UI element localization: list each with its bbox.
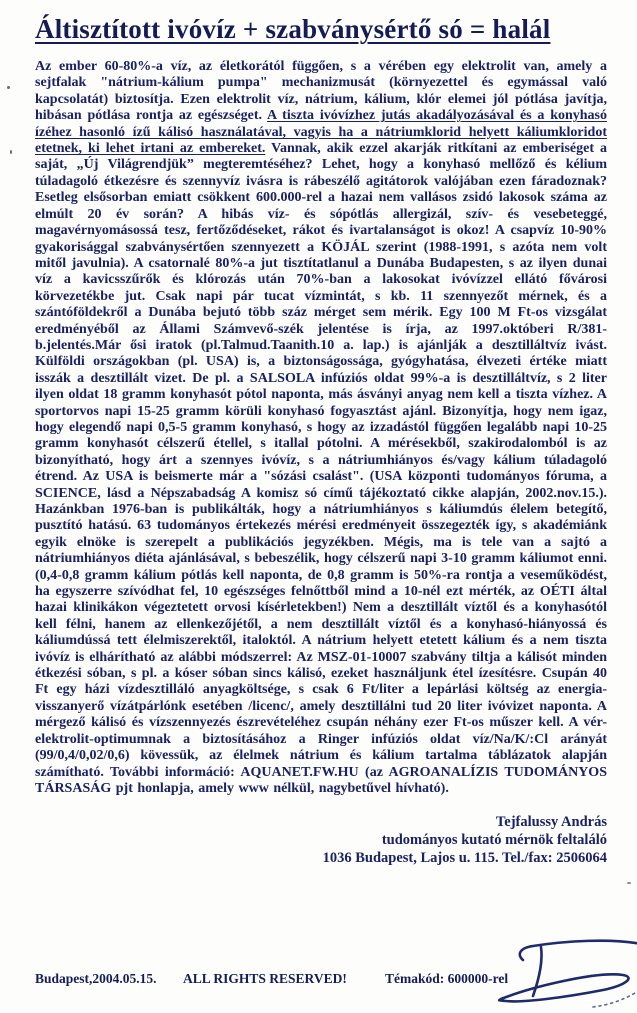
signature-block xyxy=(35,813,607,867)
author-address: 1036 Budapest, Lajos u. 115. Tel./fax: 2506064 xyxy=(322,850,607,867)
body-paragraph xyxy=(35,59,607,797)
scan-speck xyxy=(627,882,631,884)
author-role: tudományos kutató mérnök feltaláló xyxy=(381,832,607,849)
footer-rights: ALL RIGHTS RESERVED! xyxy=(183,971,347,986)
page-title: Áltisztított ivóvíz + szabványsértő só = halál xyxy=(35,14,551,44)
scan-speck xyxy=(7,86,10,89)
footer-theme-code: Témakód: 600000-rel xyxy=(385,971,509,986)
scan-speck xyxy=(10,150,12,154)
body-segment-main: Vannak, akik ezzel akarják ritkítani az emberiséget a saját, „Új Világrendjük” megteremtéséhez? Lehet, hogy a konyhasó mellőző és kélium túladagoló étkezésre és szennyvíz ivásra is rábeszélő agitátorok valójában ezen fáradoznak? Esetleg elsősorban emiatt csökkent 600.000-rel a hazai nem vallásos zsidó lakosok száma az elmúlt 20 év során? A hibás víz- és sópótlás allergizál, szív- és vesebeteggé, magavérnyomásossá tesz, fertőződéseket, rákot és ivartalanságot is okoz! A csapvíz 10-90% gyakorisággal szabványsértően szennyezett a KÖJÁL szerint (1988-1991, s azóta nem volt mitől javulnia). A csatornalé 80%-a jut tisztítatlanul a Dunába Budapesten, s az ilyen dunai víz a kavicsszűrők és klórozás után 70%-ban a lakosokat ivóvízzel ellátó fővárosi körvezetékbe jut. Csak napi pár tucat vízmintát, s kb. 11 szennyezőt mérnek, és a szántóföldekről a Dunába bejutó több száz mérget sem mérik. Egy 100 M Ft-os vizsgálat eredményéből az Állami Számvevő-szék jelentése is írja, az 1997.októberi R/381-b.jelentés.Már ősi iratok (pl.Talmud.Taanith.10 a. lap.) is ajánlják a desztilláltvíz ivást. Külföldi országokban (pl. USA) is, a biztonságossága, gyógyhatása, élvezeti értéke miatt isszák a desztillált vizet. De pl. a SALSOLA infúziós oldat 99%-a is desztilláltvíz, s 2 liter ilyen oldat 18 gramm konyhasót pótol naponta, más ásványi anyag nem kell a tiszta vízhez. A sportorvos napi 15-25 gramm körüli konyhasó fogyasztást ajánl. Bizonyítja, hogy nem igaz, hogy elegendő napi 0,5-5 gramm konyhasó, s hogy az izzadástól függően legalább napi 10-25 gramm konyhasót célszerű étellel, s itallal pótolni. A mérésekből, szakirodalomból is az bizonyítható, hogy árt a szennyes ivóvíz, s a nátriumhiányos és/vagy kálium túladagoló étrend. Az USA is beismerte már a "sózási csalást". (USA központi tudományos fóruma, a SCIENCE, lásd a Népszabadság A komisz só című tájékoztató cikke alapján, 2002.nov.15.). Hazánkban 1976-ban is publikálták, hogy a nátriumhiányos s káliumdús élelem betegítő, pusztító hatású. 63 tudományos értekezés mérési eredményeit összegezték így, s akadémiánk egyik elnöke is szerepelt a publikációs jegyzékben. Mégis, ma is tele van a sajtó a nátriumhiányos diéta ajánlásával, s bebeszélik, hogy célszerű napi 3-10 gramm káliumot enni. (0,4-0,8 gramm kálium pótlás kell naponta, de 0,8 gramm is 50%-ra rontja a veseműködést, ha egyszerre szívódhat fel, 10 egészséges felnőttből mind a 10-nél ezt mérték, az OÉTI által hazai klinikákon végeztetett orvosi kísérletekben!) Nem a desztillált víztől és a konyhasótól kell félni, hanem az ellenkezőjétől, a nem desztillált víztől és a konyhasó-hiányossá és káliumdússá tett élelmiszerektől, italoktól. A nátrium helyett etetett kálium és a nem tiszta ivóvíz is elhárítható az alábbi módszerrel: Az MSZ-01-10007 szabvány tiltja a kálisót minden étkezési sóban, s pl. a kóser sóban sincs kálisó, ezeket használjunk étel ízesítésre. Csupán 40 Ft egy házi vízdesztilláló anyagköltsége, s csak 6 Ft/liter a lepárlási költség az energia-visszanyerő vízátpárlónk esetében /licenc/, amely desztillálni tud 20 liter ivóvizet naponta. A mérgező kálisó és vízszennyezés észrevételéhez csupán néhány ezer Ft-os műszer kell. A vér-elektrolit-optimumnak a biztosításához a Ringer infúziós oldat víz/Na/K/:Cl arányát (99/0,4/0,02/0,6) kövessük, az élelmek nátrium és kálium tartalma táblázatok alapján számítható. További információ: AQUANET.FW.HU (az AGROANALÍZIS TUDOMÁNYOS TÁRSASÁG pjt honlapja, amely www nélkül, nagybetűvel hívható). xyxy=(35,141,607,796)
body-segment-underlined: A tiszta ivóvízhez jutás akadályozásával és a konyhasó ízéhez hasonló ízű kálisó használatával, vagyis ha a nátriumklorid helyett káliumkloridot etetnek, ki lehet irtani az embereket. xyxy=(35,108,607,157)
handwritten-signature-scribble xyxy=(493,933,637,1013)
document-content xyxy=(35,14,607,867)
body-segment-intro: Az ember 60-80%-a víz, az életkorától függően, s a vérében egy elektrolit van, amely a sejtfalak "nátrium-kálium pumpa" mechanizmusát (környezettel és egymással való kapcsolatát) biztosítja. Ezen elektrolit víz, nátrium, kálium, klór elemei jól pótlása javítja, hibásan pótlása rontja az egészséget. xyxy=(35,59,607,124)
footer-date: Budapest,2004.05.15. xyxy=(35,971,157,986)
author-name: Tejfalussy András xyxy=(495,814,607,831)
